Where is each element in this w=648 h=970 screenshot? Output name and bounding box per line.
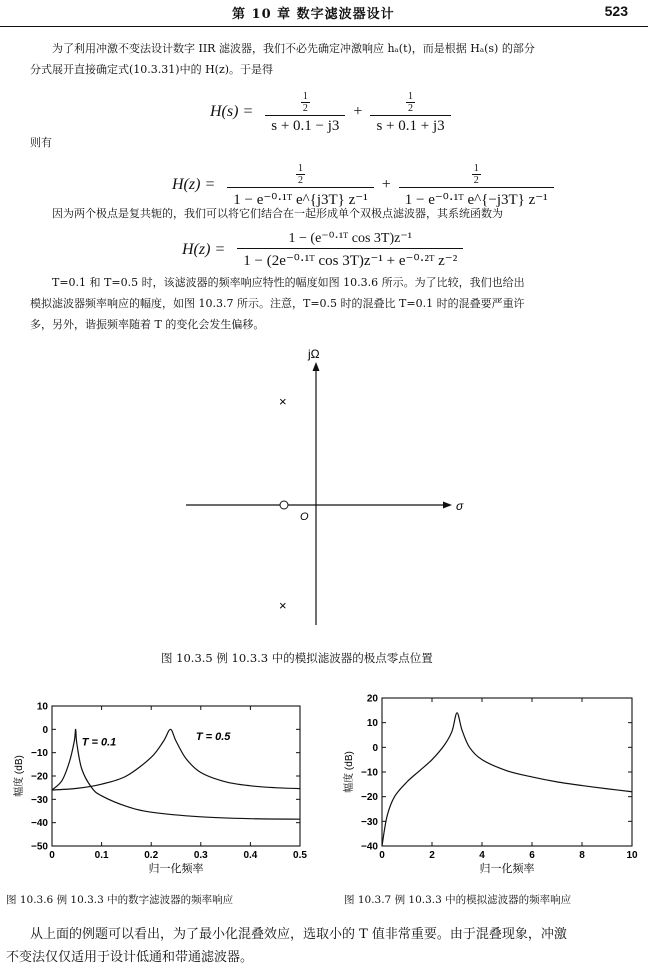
c2-ytick-label: −20 xyxy=(361,792,378,804)
eq1-half-num: 1 xyxy=(302,91,308,102)
page-number: 523 xyxy=(604,3,628,19)
figure-10-3-7-caption: 图 10.3.7 例 10.3.3 中的模拟滤波器的频率响应 xyxy=(344,894,572,906)
eq3-lhs: H(z) = xyxy=(182,241,226,258)
real-axis-arrow xyxy=(443,502,452,509)
c2-xtick-label: 8 xyxy=(579,850,585,861)
eq1-lhs: H(s) = xyxy=(210,102,254,120)
eq2-half-num: 1 xyxy=(297,163,303,174)
c2-ytick-label: 10 xyxy=(366,718,378,730)
eq1-fraction-2 xyxy=(370,88,450,135)
imag-axis-arrow xyxy=(313,362,320,371)
eq2-fraction-1 xyxy=(227,160,373,209)
final-paragraph-line-1: 从上面的例题可以看出，为了最小化混叠效应，选取小的 T 值非常重要。由于混叠现象，冲激 xyxy=(30,927,567,942)
c2-ytick-label: −10 xyxy=(361,767,378,779)
origin-label: O xyxy=(300,511,309,523)
c1-xtick-label: 0.4 xyxy=(243,850,258,861)
c1-xtick-label: 0.5 xyxy=(293,850,307,861)
paragraph-1-line-1: 为了利用冲激不变法设计数字 IIR 滤波器，我们不必先确定冲激响应 hₐ(t)，而是根据 Hₐ(s) 的部分 xyxy=(52,42,535,55)
chart1-annotation-t05: T = 0.5 xyxy=(195,730,231,743)
eq3-den: 1 − (2e⁻⁰·¹ᵀ cos 3T)z⁻¹ + e⁻⁰·²ᵀ z⁻² xyxy=(237,248,463,270)
pole-lower: × xyxy=(279,598,287,613)
c2-xtick-label: 0 xyxy=(379,850,385,861)
eq2-fraction-2 xyxy=(399,160,554,209)
eq2-half-den: 2 xyxy=(297,175,303,186)
c1-frame xyxy=(52,706,300,846)
c1-ytick-label: −10 xyxy=(31,748,48,760)
chart1-annotation-t01: T = 0.1 xyxy=(81,736,117,749)
c1-xtick-label: 0.3 xyxy=(193,850,208,861)
real-axis-label: σ xyxy=(456,499,464,513)
zero-marker xyxy=(280,501,288,509)
paragraph-2: 因为两个极点是复共轭的，我们可以将它们结合在一起形成单个双极点滤波器，其系统函数为 xyxy=(52,207,503,220)
equation-hs xyxy=(210,88,455,135)
c2-xtick-label: 6 xyxy=(529,850,535,861)
c1-ytick-label: −30 xyxy=(31,794,48,806)
chart2-xlabel: 归一化频率 xyxy=(479,863,535,875)
eq2-half-den-2: 2 xyxy=(473,175,479,186)
eq3-num: 1 − (e⁻⁰·¹ᵀ cos 3T)z⁻¹ xyxy=(288,231,412,246)
c1-xtick-label: 0.2 xyxy=(144,850,159,861)
analog-filter-chart xyxy=(324,690,648,890)
c2-ytick-label: −40 xyxy=(361,841,378,853)
c1-xtick-label: 0 xyxy=(49,850,55,861)
digital-filter-chart xyxy=(0,690,324,890)
eq2-plus: + xyxy=(381,175,391,193)
pole-zero-diagram xyxy=(0,340,648,640)
c1-ytick-label: −40 xyxy=(31,818,48,830)
equation-hz-2 xyxy=(182,230,467,270)
equation-hz-1 xyxy=(172,160,558,209)
eq1-den-1: s + 0.1 − j3 xyxy=(265,115,345,135)
eq1-half-den-2: 2 xyxy=(408,103,414,114)
chart2-ylabel: 幅度 (dB) xyxy=(344,751,355,793)
pole-upper: × xyxy=(279,394,287,409)
eq1-fraction-1 xyxy=(265,88,345,135)
c1-xtick-label: 0.1 xyxy=(94,850,109,861)
c1-ytick-label: 10 xyxy=(36,701,48,713)
c2-ytick-label: 0 xyxy=(372,742,378,754)
eq2-half-num-2: 1 xyxy=(473,163,479,174)
eq1-plus: + xyxy=(353,102,363,120)
c2-frame xyxy=(382,698,632,846)
eq1-half-den: 2 xyxy=(302,103,308,114)
page-header xyxy=(0,0,648,27)
paragraph-3-line-1: T=0.1 和 T=0.5 时，该滤波器的频率响应特性的幅度如图 10.3.6 所示。为了比较，我们也给出 xyxy=(52,276,525,289)
eq1-den-2: s + 0.1 + j3 xyxy=(370,115,450,135)
paragraph-3-line-3: 多，另外，谐振频率随着 T 的变化会发生偏移。 xyxy=(30,318,265,331)
figure-10-3-6-caption: 图 10.3.6 例 10.3.3 中的数字滤波器的频率响应 xyxy=(6,894,234,906)
c2-xtick-label: 10 xyxy=(626,850,638,861)
imag-axis-label: jΩ xyxy=(308,347,320,361)
c2-ytick-label: −30 xyxy=(361,816,378,828)
c2-ytick-label: 20 xyxy=(366,693,378,705)
c2-series-0 xyxy=(382,713,632,846)
chapter-title: 第 10 章 数字滤波器设计 xyxy=(232,7,395,22)
chart1-xlabel: 归一化频率 xyxy=(148,863,204,875)
final-paragraph-line-2: 不变法仅仅适用于设计低通和带通滤波器。 xyxy=(6,950,254,965)
c1-ytick-label: −20 xyxy=(31,771,48,783)
chart1-ylabel: 幅度 (dB) xyxy=(14,755,25,797)
eq2-den-1: 1 − e⁻⁰·¹ᵀ e^{j3T} z⁻¹ xyxy=(227,187,373,209)
paragraph-1-line-2: 分式展开直接确定式(10.3.31)中的 H(z)。于是得 xyxy=(30,63,274,76)
c1-ytick-label: 0 xyxy=(42,724,48,736)
eq2-lhs: H(z) = xyxy=(172,175,216,193)
then-text: 则有 xyxy=(30,136,52,149)
c2-xtick-label: 2 xyxy=(429,850,435,861)
eq2-den-2: 1 − e⁻⁰·¹ᵀ e^{−j3T} z⁻¹ xyxy=(399,187,554,209)
figure-10-3-5-caption: 图 10.3.5 例 10.3.3 中的模拟滤波器的极点零点位置 xyxy=(161,651,433,665)
paragraph-3-line-2: 模拟滤波器频率响应的幅度，如图 10.3.7 所示。注意，T=0.5 时的混叠比 T=0.1 时的混叠要严重许 xyxy=(30,297,525,310)
c2-xtick-label: 4 xyxy=(479,850,485,861)
eq1-half-num-2: 1 xyxy=(408,91,414,102)
eq3-fraction xyxy=(237,230,463,270)
c1-ytick-label: −50 xyxy=(31,841,48,853)
